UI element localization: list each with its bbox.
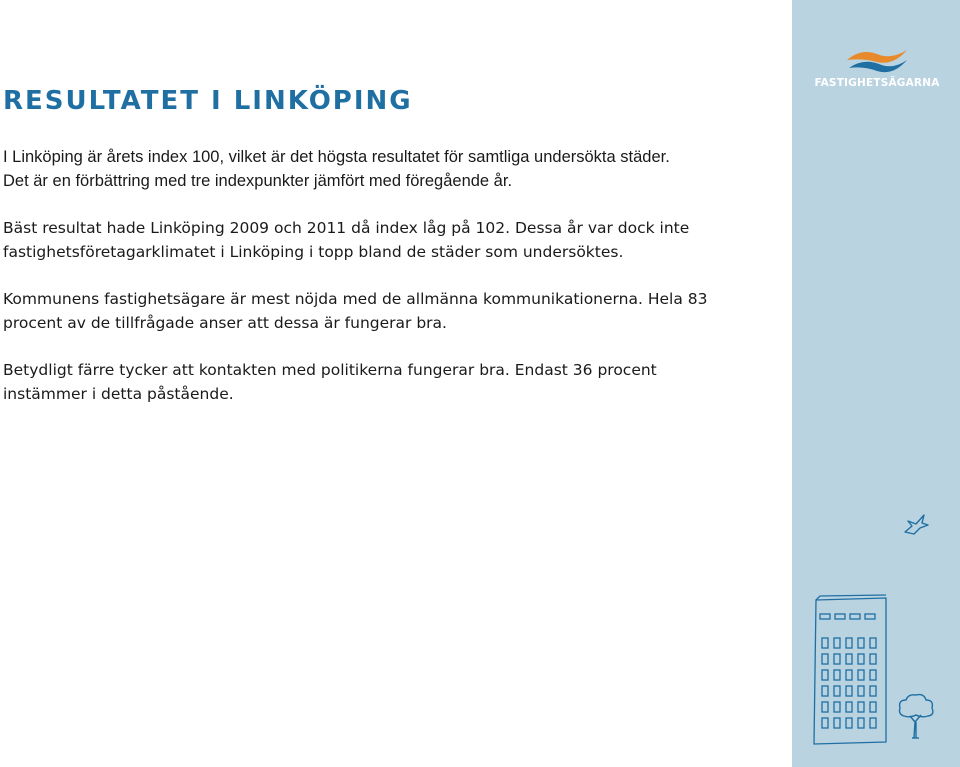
paragraph-line: I Linköping är årets index 100, vilket är det högsta resultatet för samtliga undersökta städer. (3, 148, 670, 166)
brand-logo (810, 40, 940, 100)
paragraph-2 (3, 216, 773, 264)
bird-icon (902, 512, 930, 536)
tree-icon (896, 692, 936, 740)
paragraph-line: Bäst resultat hade Linköping 2009 och 2011 då index låg på 102. Dessa år var dock inte (3, 219, 690, 237)
paragraph-line: instämmer i detta påstående. (3, 385, 234, 403)
logo-wave-icon (845, 46, 909, 76)
paragraph-line: fastighetsföretagarklimatet i Linköping i topp bland de städer som undersöktes. (3, 243, 624, 261)
paragraph-line: procent av de tillfrågade anser att dessa är fungerar bra. (3, 314, 447, 332)
paragraph-line: Kommunens fastighetsägare är mest nöjda med de allmänna kommunikationerna. Hela 83 (3, 290, 708, 308)
paragraph-line: Betydligt färre tycker att kontakten med politikerna fungerar bra. Endast 36 procent (3, 361, 657, 379)
page-title: RESULTATET I LINKÖPING (3, 86, 413, 116)
brand-name: FASTIGHETSÄGARNA (814, 77, 940, 89)
paragraph-1 (3, 145, 773, 193)
side-panel (792, 0, 960, 767)
paragraph-line: Det är en förbättring med tre indexpunkter jämfört med föregående år. (3, 172, 513, 190)
building-icon (810, 592, 892, 746)
paragraph-3 (3, 287, 773, 335)
paragraph-4 (3, 358, 773, 406)
